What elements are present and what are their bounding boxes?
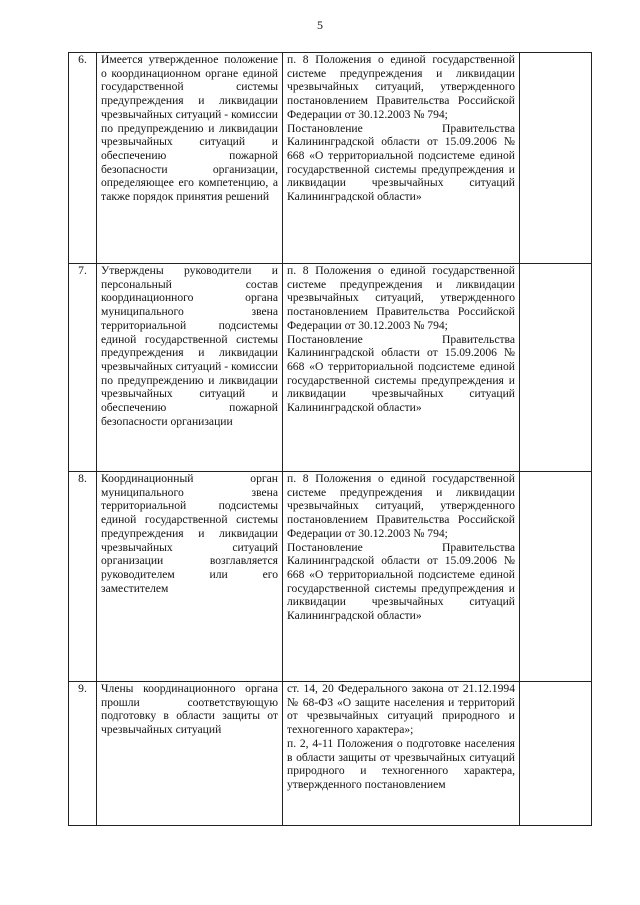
reference-paragraph: п. 8 Положения о единой государственной системе предупреждения и ликвидации чрезвычайных ситуаций, утвержденного постановлением Правительства Российской Федерации от 30.12.2003 № 794; bbox=[287, 264, 515, 332]
reference-paragraph: Постановление Правительства Калининградской области от 15.09.2006 № 668 «О территориальной подсистеме единой государственной системы предупреждения и ликвидации чрезвычайных ситуаций Калининградской области» bbox=[287, 540, 515, 623]
legal-reference bbox=[283, 682, 520, 826]
notes-cell bbox=[520, 53, 592, 264]
legal-reference bbox=[283, 53, 520, 264]
row-number: 9. bbox=[69, 682, 97, 826]
row-number: 6. bbox=[69, 53, 97, 264]
requirement-text: Имеется утвержденное положение о координационном органе единой государственной системы предупреждения и ликвидации чрезвычайных ситуаций - комиссии по предупреждению и ликвидации чрезвычайных ситуаций и обеспечению пожарной безопасности организации, определяющее его компетенцию, а также порядок принятия решений bbox=[97, 53, 283, 264]
row-number: 7. bbox=[69, 264, 97, 472]
reference-paragraph: ст. 14, 20 Федерального закона от 21.12.1994 № 68-ФЗ «О защите населения и территорий от чрезвычайных ситуаций природного и техногенного характера»; bbox=[287, 682, 515, 737]
table-row bbox=[69, 472, 592, 682]
legal-reference bbox=[283, 472, 520, 682]
reference-paragraph: Постановление Правительства Калининградской области от 15.09.2006 № 668 «О территориальной подсистеме единой государственной системы предупреждения и ликвидации чрезвычайных ситуаций Калининградской области» bbox=[287, 332, 515, 415]
notes-cell bbox=[520, 472, 592, 682]
notes-cell bbox=[520, 682, 592, 826]
reference-paragraph: п. 2, 4-11 Положения о подготовке населения в области защиты от чрезвычайных ситуаций природного и техногенного характера, утвержденного постановлением bbox=[287, 736, 515, 791]
requirement-text: Члены координационного органа прошли соответствующую подготовку в области защиты от чрезвычайных ситуаций bbox=[97, 682, 283, 826]
row-number: 8. bbox=[69, 472, 97, 682]
reference-paragraph: п. 8 Положения о единой государственной системе предупреждения и ликвидации чрезвычайных ситуаций, утвержденного постановлением Правительства Российской Федерации от 30.12.2003 № 794; bbox=[287, 53, 515, 121]
table-row bbox=[69, 264, 592, 472]
reference-paragraph: Постановление Правительства Калининградской области от 15.09.2006 № 668 «О территориальной подсистеме единой государственной системы предупреждения и ликвидации чрезвычайных ситуаций Калининградской области» bbox=[287, 121, 515, 204]
table-row bbox=[69, 682, 592, 826]
page-number: 5 bbox=[317, 18, 323, 32]
legal-reference bbox=[283, 264, 520, 472]
requirements-table bbox=[68, 52, 592, 826]
requirement-text: Координационный орган муниципального звена территориальной подсистемы единой государственной системы предупреждения и ликвидации чрезвычайных ситуаций организации возглавляется руководителем или его заместителем bbox=[97, 472, 283, 682]
reference-paragraph: п. 8 Положения о единой государственной системе предупреждения и ликвидации чрезвычайных ситуаций, утвержденного постановлением Правительства Российской Федерации от 30.12.2003 № 794; bbox=[287, 472, 515, 540]
table-row bbox=[69, 53, 592, 264]
notes-cell bbox=[520, 264, 592, 472]
requirement-text: Утверждены руководители и персональный состав координационного органа муниципального звена территориальной подсистемы единой государственной системы предупреждения и ликвидации чрезвычайных ситуаций - комиссии по предупреждению и ликвидации чрезвычайных ситуаций и обеспечению пожарной безопасности организации bbox=[97, 264, 283, 472]
